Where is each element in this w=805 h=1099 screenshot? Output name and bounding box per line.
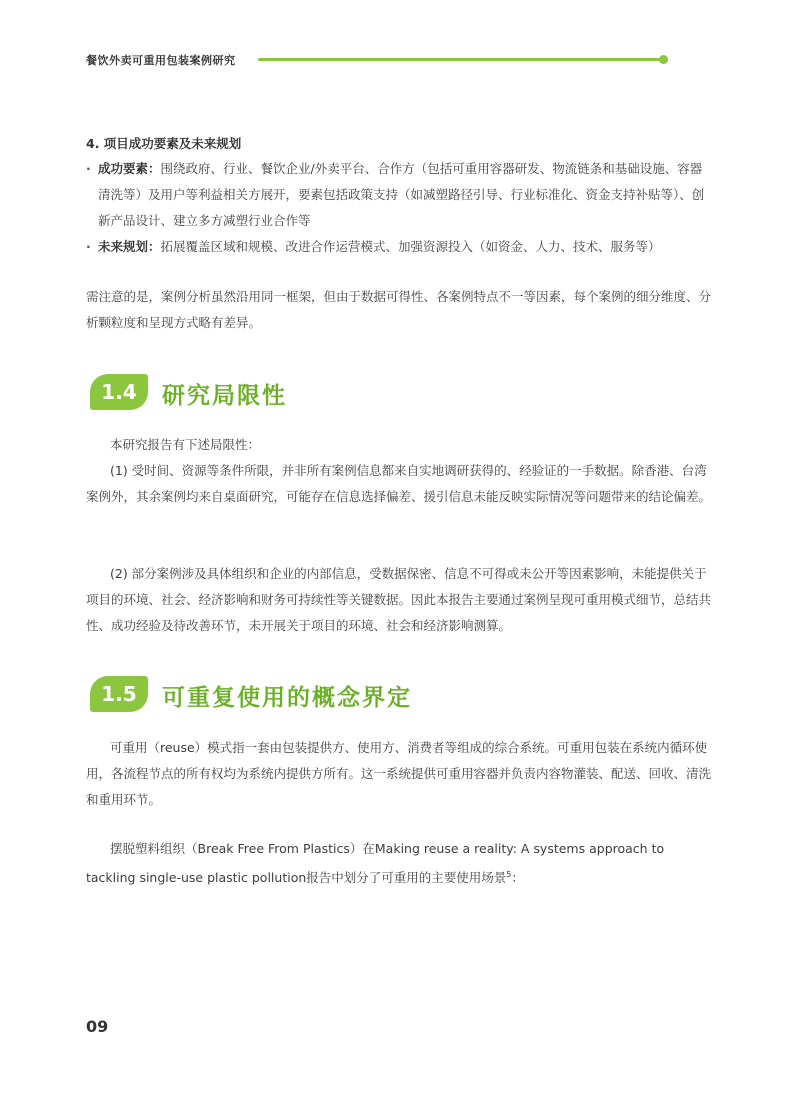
footnote-ref[interactable]: 5 (506, 870, 512, 879)
limitations-intro: 本研究报告有下述局限性： (110, 437, 261, 452)
bullet-dot-icon: · (86, 161, 91, 176)
section-title: 研究局限性 (162, 383, 287, 409)
bullet-body: 围绕政府、行业、餐饮企业/外卖平台、合作方（包括可重用容器研发、物流链条和基础设施、容器清洗等）及用户等利益相关方展开，要素包括政策支持（如减塑路径引导、行业标准化、资金支持补贴等）、创新产品设计、建立多方减塑行业合作等 (98, 161, 705, 228)
header-divider (258, 58, 664, 61)
header-divider-dot (659, 55, 668, 64)
header-title: 餐饮外卖可重用包装案例研究 (86, 54, 236, 67)
bullet-text (98, 156, 714, 234)
note-paragraph: 需注意的是，案例分析虽然沿用同一框架，但由于数据可得性、各案例特点不一等因素，每个案例的细分维度、分析颗粒度和呈现方式略有差异。 (86, 289, 712, 330)
bullet-label: 成功要素： (98, 161, 161, 176)
bffp-end: ： (511, 870, 524, 886)
bullet-text (98, 234, 714, 260)
page-number: 09 (86, 1017, 109, 1036)
bullet-body: 拓展覆盖区域和规模、改进合作运营模式、加强资源投入（如资金、人力、技术、服务等） (160, 239, 661, 254)
bffp-text: 摆脱塑料组织（Break Free From Plastics）在Making reuse a reality: A systems approach to tackling single-use plastic pollution报告中划分了可重用的主要使用场景 (86, 841, 665, 886)
limitations-paragraph-1: (1) 受时间、资源等条件所限，并非所有案例信息都来自实地调研获得的、经验证的一手数据。除香港、台湾案例外，其余案例均来自桌面研究，可能存在信息选择偏差、援引信息未能反映实际情况等问题带来的结论偏差。 (86, 463, 712, 504)
bffp-paragraph (86, 836, 714, 891)
subsection-heading: 4. 项目成功要素及未来规划 (86, 136, 242, 151)
section-number-badge: 1.5 (90, 676, 148, 712)
reuse-definition-paragraph: 可重用（reuse）模式指一套由包装提供方、使用方、消费者等组成的综合系统。可重用包装在系统内循环使用，各流程节点的所有权均为系统内提供方所有。这一系统提供可重用容器并负责内容物灌装、配送、回收、清洗和重用环节。 (86, 740, 712, 807)
bullet-item-success-factors (86, 156, 714, 234)
bullet-item-future-plan (86, 234, 714, 260)
bullet-label: 未来规划： (98, 239, 161, 254)
limitations-paragraph-2: (2) 部分案例涉及具体组织和企业的内部信息，受数据保密、信息不可得或未公开等因素影响，未能提供关于项目的环境、社会、经济影响和财务可持续性等关键数据。因此本报告主要通过案例呈现可重用模式细节，总结共性、成功经验及待改善环节，未开展关于项目的环境、社会和经济影响测算。 (86, 566, 712, 633)
section-title: 可重复使用的概念界定 (162, 685, 412, 711)
bullet-dot-icon: · (86, 239, 91, 254)
section-number-badge: 1.4 (90, 374, 148, 410)
